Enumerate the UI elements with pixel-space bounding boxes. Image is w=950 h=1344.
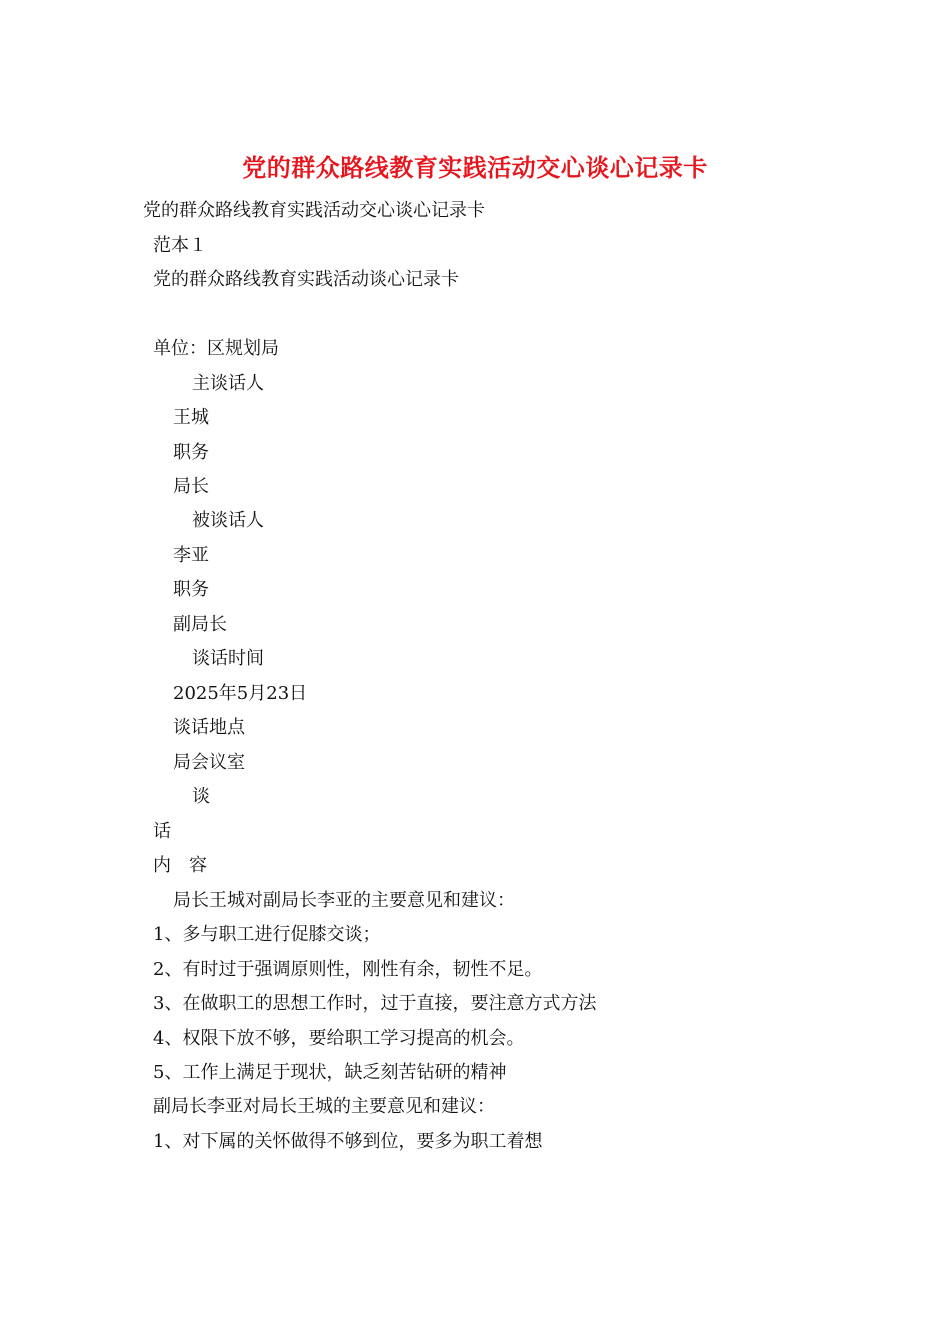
content-label-part2: 话 — [153, 821, 171, 842]
card-heading: 党的群众路线教育实践活动谈心记录卡 — [153, 269, 459, 290]
interviewer-label: 主谈话人 — [192, 373, 264, 394]
content-label-part3: 内 容 — [153, 855, 207, 876]
sample-label: 范本１ — [153, 235, 207, 256]
time-label: 谈话时间 — [192, 648, 264, 669]
opinions-to-deputy-heading: 局长王城对副局长李亚的主要意见和建议： — [173, 890, 515, 911]
interviewee-position-label: 职务 — [173, 579, 209, 600]
time-value: 2025年5月23日 — [173, 683, 308, 704]
list-item: 3、在做职工的思想工作时，过于直接，要注意方式方法 — [153, 993, 597, 1014]
list-item: 5、工作上满足于现状，缺乏刻苦钻研的精神 — [153, 1062, 507, 1083]
opinions-to-director-heading: 副局长李亚对局长王城的主要意见和建议： — [153, 1096, 495, 1117]
interviewee-position: 副局长 — [173, 614, 227, 635]
interviewee-label: 被谈话人 — [192, 510, 264, 531]
interviewee-name: 李亚 — [173, 545, 209, 566]
interviewer-position: 局长 — [173, 476, 209, 497]
place-value: 局会议室 — [173, 752, 245, 773]
interviewer-name: 王城 — [173, 407, 209, 428]
unit-line: 单位：区规划局 — [153, 338, 279, 359]
list-item: 1、多与职工进行促膝交谈； — [153, 924, 381, 945]
place-label: 谈话地点 — [173, 717, 245, 738]
content-label-part1: 谈 — [192, 786, 210, 807]
document-title: 党的群众路线教育实践活动交心谈心记录卡 — [242, 153, 708, 182]
list-item: 1、对下属的关怀做得不够到位，要多为职工着想 — [153, 1131, 543, 1152]
subtitle: 党的群众路线教育实践活动交心谈心记录卡 — [143, 200, 485, 221]
list-item: 4、权限下放不够，要给职工学习提高的机会。 — [153, 1028, 525, 1049]
interviewer-position-label: 职务 — [173, 442, 209, 463]
list-item: 2、有时过于强调原则性，刚性有余，韧性不足。 — [153, 959, 543, 980]
